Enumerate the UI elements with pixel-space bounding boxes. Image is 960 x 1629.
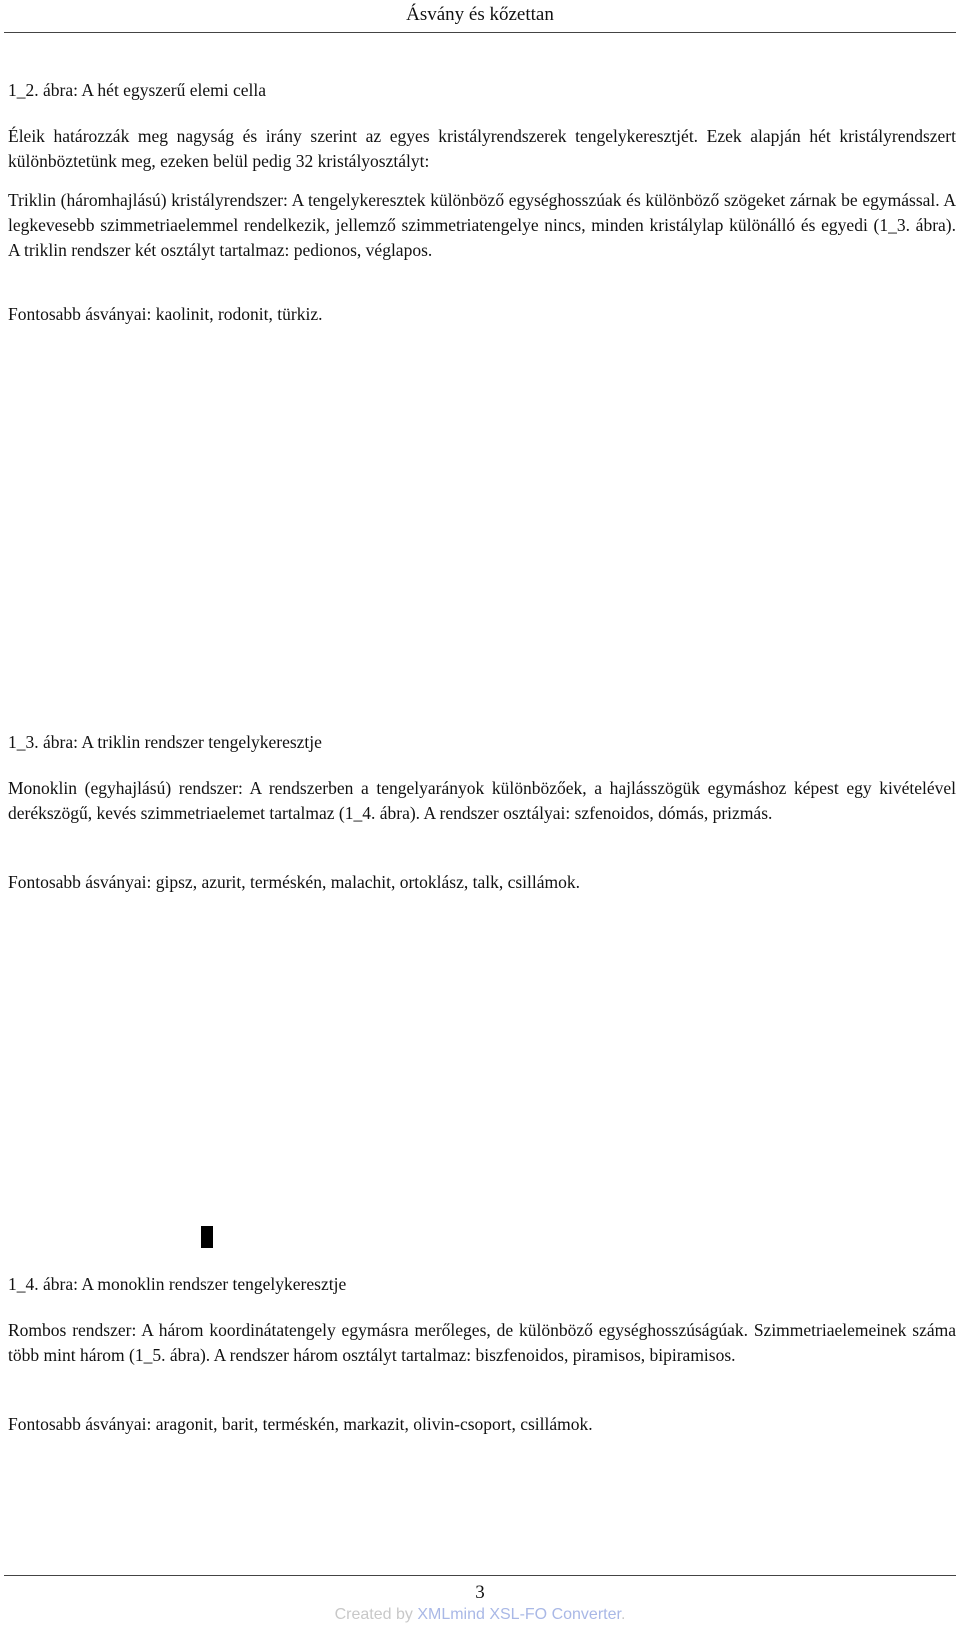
monoklin-section (8, 776, 956, 826)
intro-text: Éleik határozzák meg nagyság és irány szerint az egyes kristályrendszerek tengelykeresztjét. Ezek alapján hét kristályrendszert különböztetünk meg, ezeken belül pedig 32 kristályosztályt: (8, 126, 956, 171)
monoklin-description: Monoklin (egyhajlású) rendszer: A rendszerben a tengelyarányok különbözőek, a hajlásszögük egymáshoz képest egy kivételével derékszögű, kevés szimmetriaelemet tartalmaz (1_4. ábra). A rendszer osztályai: szfenoidos, dómás, prizmás. (8, 778, 956, 823)
generator-credit (0, 1606, 960, 1624)
triklin-minerals: Fontosabb ásványai: kaolinit, rodonit, türkiz. (8, 304, 323, 324)
generator-suffix: . (620, 1606, 626, 1623)
figure-1-3-image-area (8, 340, 956, 700)
triklin-description: Triklin (háromhajlású) kristályrendszer: A tengelykeresztek különböző egységhosszúak és különböző szögeket zárnak be egymással. A legkevesebb szimmetriaelemmel rendelkezik, jellemző szimmetriatengelye nincs, minden kristálylap különálló és egyedi (1_3. ábra). A triklin rendszer két osztályt tartalmaz: pedionos, véglapos. (8, 190, 956, 260)
figure-1-2-caption: 1_2. ábra: A hét egyszerű elemi cella (8, 80, 267, 100)
monoklin-minerals: Fontosabb ásványai: gipsz, azurit, terméskén, malachit, ortoklász, talk, csillámok. (8, 872, 581, 892)
rombos-section (8, 1318, 956, 1368)
figure-1-4-image-fragment (201, 1226, 213, 1248)
running-header: Ásvány és kőzettan (406, 4, 554, 25)
intro-paragraph (8, 124, 956, 174)
triklin-minerals-paragraph (8, 302, 956, 327)
generator-prefix: Created by (334, 1606, 418, 1623)
figure-1-4-image-area (8, 910, 956, 1250)
rombos-minerals-paragraph (8, 1412, 956, 1437)
footer-divider (4, 1575, 956, 1576)
generator-link[interactable]: XMLmind XSL-FO Converter (417, 1606, 621, 1623)
monoklin-minerals-paragraph (8, 870, 956, 895)
rombos-minerals: Fontosabb ásványai: aragonit, barit, terméskén, markazit, olivin-csoport, csillámok. (8, 1414, 593, 1434)
page-number: 3 (475, 1582, 485, 1603)
figure-1-4-caption: 1_4. ábra: A monoklin rendszer tengelykeresztje (8, 1274, 347, 1294)
figure-1-3-caption: 1_3. ábra: A triklin rendszer tengelykeresztje (8, 732, 322, 752)
triklin-section (8, 188, 956, 263)
header-divider (4, 32, 956, 33)
rombos-description: Rombos rendszer: A három koordinátatengely egymásra merőleges, de különböző egységhosszúságúak. Szimmetriaelemeinek száma több mint három (1_5. ábra). A rendszer három osztályt tartalmaz: biszfenoidos, piramisos, bipiramisos. (8, 1320, 956, 1365)
